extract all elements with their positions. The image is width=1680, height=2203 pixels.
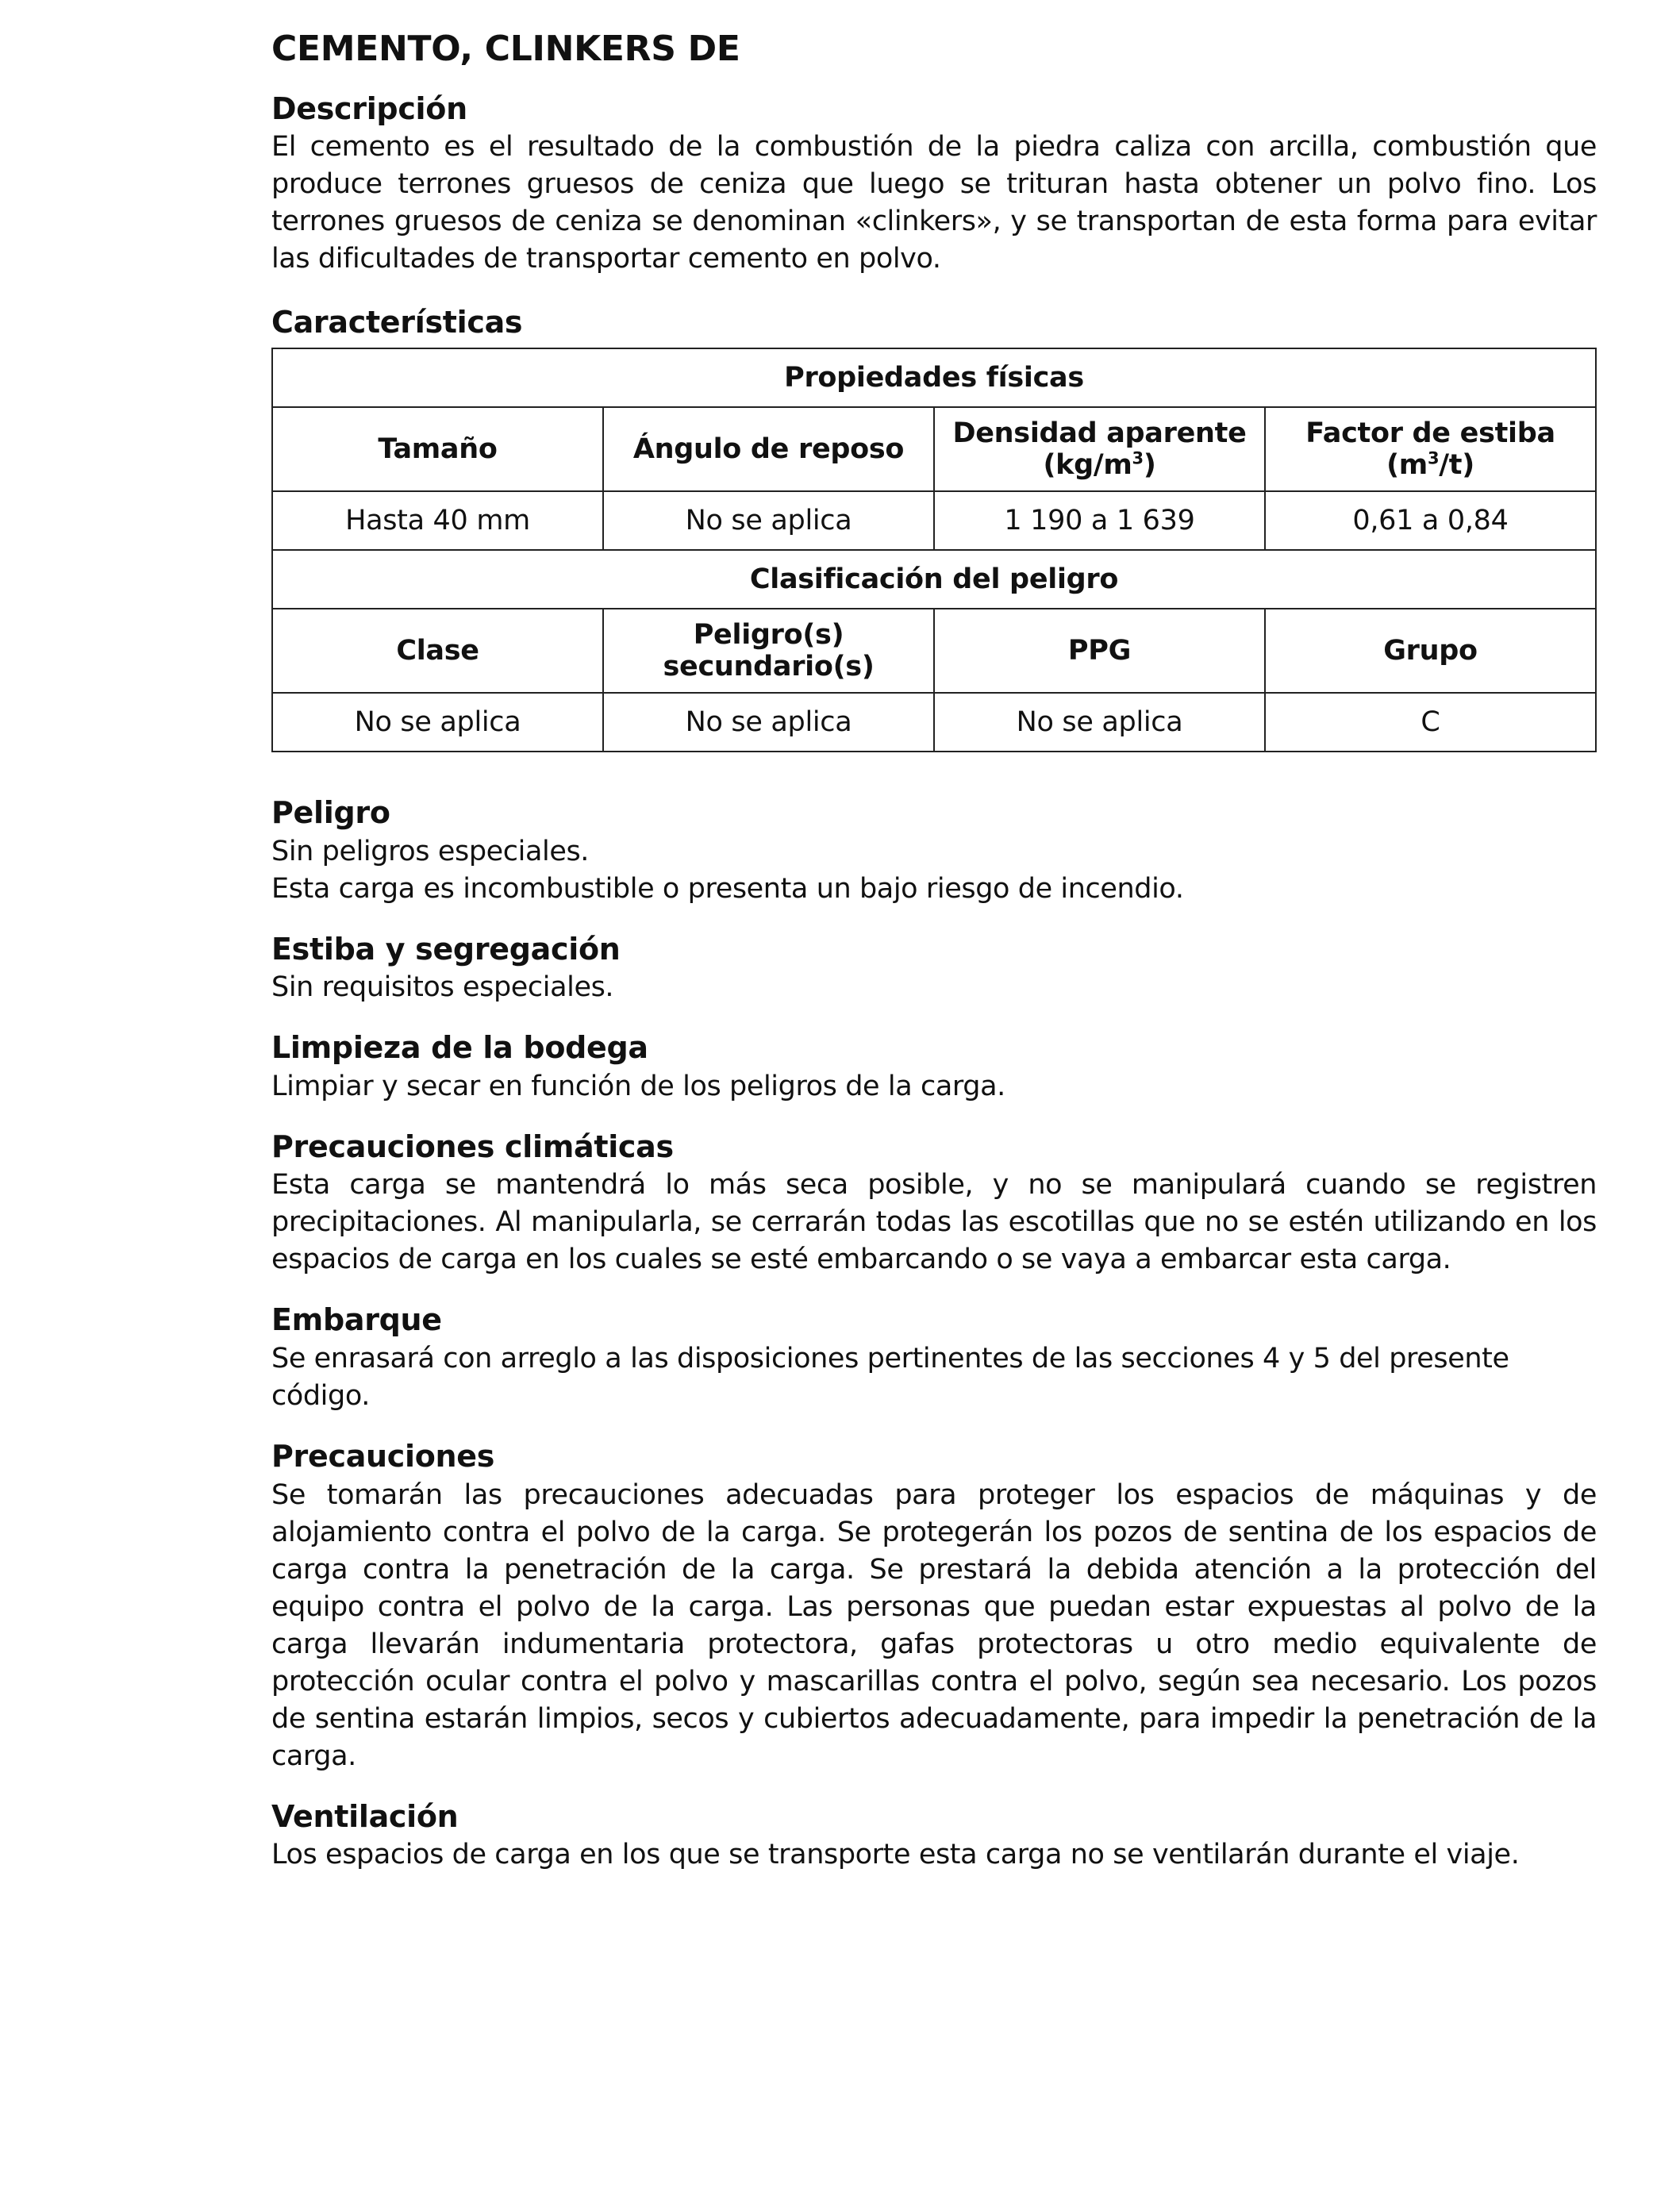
value-grupo: C <box>1265 693 1596 752</box>
table-row <box>272 693 1596 752</box>
section-heading-precauciones: Precauciones <box>271 1438 495 1474</box>
value-ppg: No se aplica <box>934 693 1265 752</box>
section-heading-climaticas: Precauciones climáticas <box>271 1128 674 1164</box>
header-densidad-unit-a: (kg/m <box>1043 448 1132 481</box>
value-densidad: 1 190 a 1 639 <box>934 491 1265 550</box>
header-factor-unit-a: (m <box>1386 448 1428 481</box>
table-row <box>272 550 1596 609</box>
estiba-text: Sin requisitos especiales. <box>271 971 614 1004</box>
section-climaticas <box>271 1129 1597 1279</box>
section-heading-caracteristicas: Características <box>271 305 523 340</box>
table-row <box>272 609 1596 693</box>
ventilacion-text: Los espacios de carga en los que se transporte esta carga no se ventilarán durante el viaje. <box>271 1839 1520 1871</box>
section-ventilacion <box>271 1799 1597 1874</box>
section-peligro <box>271 795 1597 908</box>
table-section-title-clasificacion: Clasificación del peligro <box>272 550 1596 609</box>
section-heading-ventilacion: Ventilación <box>271 1798 459 1834</box>
page-title: CEMENTO, CLINKERS DE <box>271 29 740 69</box>
value-clase: No se aplica <box>272 693 603 752</box>
value-factor: 0,61 a 0,84 <box>1265 491 1596 550</box>
header-grupo: Grupo <box>1265 609 1596 693</box>
section-caracteristicas <box>271 305 1597 752</box>
header-angulo: Ángulo de reposo <box>603 407 934 491</box>
header-ppg: PPG <box>934 609 1265 693</box>
climaticas-text: Esta carga se mantendrá lo más seca posible, y no se manipulará cuando se registren precipitaciones. Al manipularla, se cerrarán todas las escotillas que no se estén utilizando en los espacios de carga en los cuales se esté embarcando o se vaya a embarcar esta carga. <box>271 1169 1597 1276</box>
section-heading-limpieza: Limpieza de la bodega <box>271 1030 648 1066</box>
peligro-line2: Esta carga es incombustible o presenta un bajo riesgo de incendio. <box>271 872 1184 905</box>
header-tamano: Tamaño <box>272 407 603 491</box>
section-descripcion <box>271 91 1597 279</box>
characteristics-table <box>271 348 1597 752</box>
header-secundario-line1: Peligro(s) <box>693 618 844 651</box>
limpieza-text: Limpiar y secar en función de los peligros de la carga. <box>271 1070 1005 1102</box>
header-secundario <box>603 609 934 693</box>
section-estiba <box>271 932 1597 1007</box>
precauciones-text: Se tomarán las precauciones adecuadas para proteger los espacios de máquinas y de alojamiento contra el polvo de la carga. Se protegerán los pozos de sentina de los espacios de carga contra la penetración de la carga. Se prestará la debida atención a la protección del equipo contra el polvo de la carga. Las personas que puedan estar expuestas al polvo de la carga llevarán indumentaria protectora, gafas protectoras u otro medio equivalente de protección ocular contra el polvo y mascarillas contra el polvo, según sea necesario. Los pozos de sentina estarán limpios, secos y cubiertos adecuadamente, para impedir la penetración de la carga. <box>271 1478 1597 1772</box>
header-densidad-unit-exp: 3 <box>1132 448 1144 468</box>
section-embarque <box>271 1302 1597 1415</box>
header-factor-unit-b: /t) <box>1439 448 1474 481</box>
value-secundario: No se aplica <box>603 693 934 752</box>
section-heading-descripcion: Descripción <box>271 90 467 126</box>
header-densidad-unit-b: ) <box>1143 448 1156 481</box>
header-clase: Clase <box>272 609 603 693</box>
header-densidad-label: Densidad aparente <box>952 417 1247 449</box>
section-heading-estiba: Estiba y segregación <box>271 931 621 967</box>
section-precauciones <box>271 1439 1597 1775</box>
peligro-line1: Sin peligros especiales. <box>271 835 590 867</box>
header-factor-unit-exp: 3 <box>1427 448 1440 468</box>
document-page <box>271 29 1597 1897</box>
section-limpieza <box>271 1030 1597 1105</box>
value-tamano: Hasta 40 mm <box>272 491 603 550</box>
section-heading-peligro: Peligro <box>271 794 390 830</box>
table-row <box>272 348 1596 407</box>
descripcion-text: El cemento es el resultado de la combustión de la piedra caliza con arcilla, combustión que produce terrones gruesos de ceniza que luego se trituran hasta obtener un polvo fino. Los terrones gruesos de ceniza se denominan «clinkers», y se transportan de esta forma para evitar las dificultades de transportar cemento en polvo. <box>271 131 1597 275</box>
table-row <box>272 407 1596 491</box>
header-factor-label: Factor de estiba <box>1305 417 1555 449</box>
header-factor <box>1265 407 1596 491</box>
header-secundario-line2: secundario(s) <box>663 650 875 682</box>
section-heading-embarque: Embarque <box>271 1302 442 1338</box>
value-angulo: No se aplica <box>603 491 934 550</box>
embarque-text: Se enrasará con arreglo a las disposiciones pertinentes de las secciones 4 y 5 del presente código. <box>271 1342 1509 1412</box>
table-row <box>272 491 1596 550</box>
table-section-title-propiedades: Propiedades físicas <box>272 348 1596 407</box>
header-densidad <box>934 407 1265 491</box>
